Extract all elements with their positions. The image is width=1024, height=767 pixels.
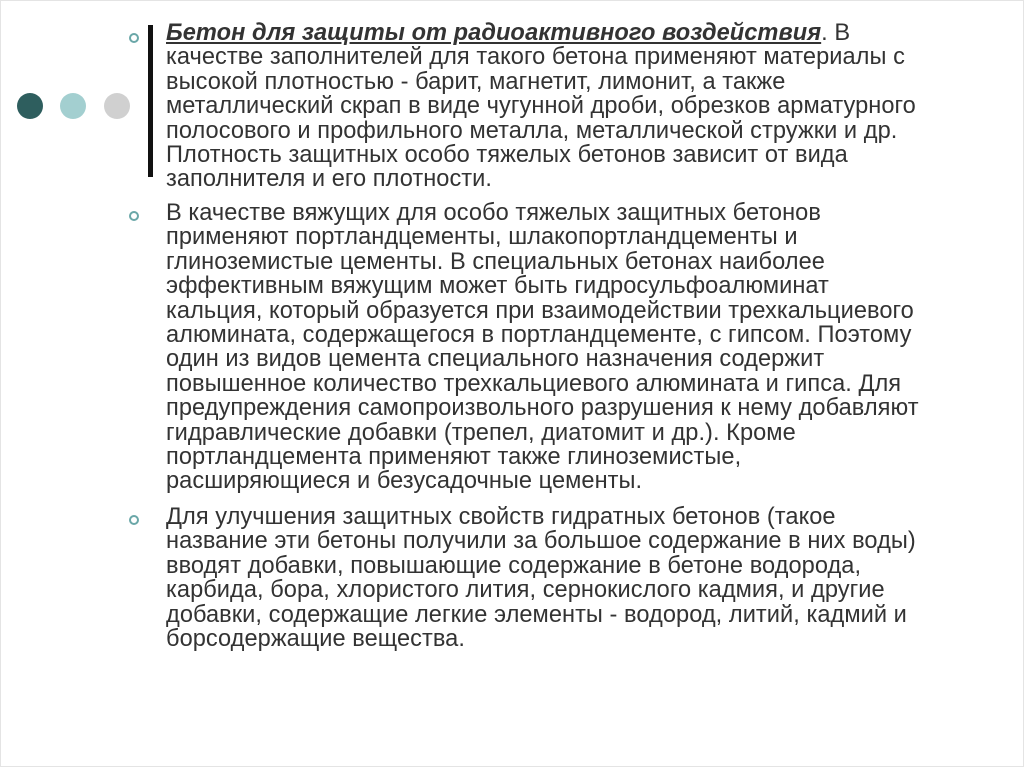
paragraph-line: металлический скрап в виде чугунной дроби, обрезков арматурного — [166, 93, 916, 120]
paragraph-line: расширяющиеся и безусадочные цементы. — [166, 468, 643, 495]
paragraph-line: вводят добавки, повышающие содержание в бетоне водорода, — [166, 552, 862, 579]
paragraph-line: гидравлические добавки (трепел, диатомит и др.). Кроме — [166, 419, 796, 446]
paragraph-line: полосового и профильного металла, металлической стружки и др. — [166, 117, 898, 144]
paragraph-binders — [166, 201, 996, 494]
bullet-ring-icon — [129, 211, 139, 221]
paragraph-line: добавки, содержащие легкие элементы - водород, литий, кадмий и — [166, 601, 907, 628]
paragraph-line: алюмината, содержащегося в портландцементе, с гипсом. Поэтому — [166, 322, 912, 349]
paragraph-line: качестве заполнителей для такого бетона применяют материалы с — [166, 44, 905, 71]
paragraph-line: применяют портландцементы, шлакопортландцементы и — [166, 224, 798, 251]
paragraph-line: портландцемента применяют также глиноземистые, — [166, 444, 742, 471]
decorative-dot-teal — [60, 93, 86, 119]
paragraph-line: предупреждения самопроизвольного разрушения к нему добавляют — [166, 395, 919, 422]
lead-continuation: . В — [821, 20, 851, 46]
bullet-ring-icon — [129, 33, 139, 43]
paragraph-line: Плотность защитных особо тяжелых бетонов зависит от вида — [166, 142, 848, 169]
paragraph-line: Для улучшения защитных свойств гидратных бетонов (такое — [166, 504, 836, 530]
paragraph-line: кальция, который образуется при взаимодействии трехкальциевого — [166, 297, 914, 324]
paragraph-line: В качестве вяжущих для особо тяжелых защитных бетонов — [166, 200, 821, 226]
paragraph-line: название эти бетоны получили за большое содержание в них воды) — [166, 528, 916, 555]
paragraph-line: высокой плотностью - барит, магнетит, лимонит, а также — [166, 68, 786, 95]
decorative-dot-dark — [17, 93, 43, 119]
paragraph-line: заполнителя и его плотности. — [166, 166, 492, 193]
paragraph-line: карбида, бора, хлористого лития, сернокислого кадмия, и другие — [166, 577, 885, 604]
decorative-dot-gray — [104, 93, 130, 119]
paragraph-line: борсодержащие вещества. — [166, 626, 465, 653]
paragraph-radiation-protection — [166, 21, 996, 192]
bullet-ring-icon — [129, 515, 139, 525]
lead-heading: Бетон для защиты от радиоактивного воздействия — [166, 20, 822, 46]
paragraph-line: повышенное количество трехкальциевого алюмината и гипса. Для — [166, 370, 902, 397]
paragraph-line: один из видов цемента специального назначения содержит — [166, 346, 825, 373]
paragraph-line: эффективным вяжущим может быть гидросульфоалюминат — [166, 273, 829, 300]
paragraph-line — [166, 21, 996, 45]
paragraph-line: глиноземистые цементы. В специальных бетонах наиболее — [166, 248, 825, 275]
paragraph-hydrate-concrete — [166, 505, 996, 651]
accent-bar — [148, 25, 153, 177]
